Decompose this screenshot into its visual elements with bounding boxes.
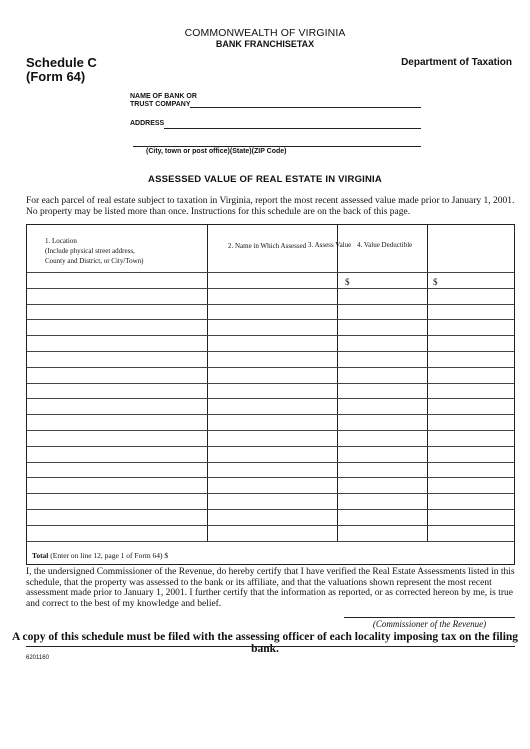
section-title: ASSESSED VALUE OF REAL ESTATE IN VIRGINIA [148,174,382,185]
column-header-name-assessed: 2. Name in Which Assessed [228,242,307,250]
intro-text: For each parcel of real estate subject to taxation in Virginia, report the most recent assessed value made prior to January 1, 2001. No property may be listed more than once. Instructions for this schedule are on the back of this page. [26,196,515,217]
table-row-line [27,319,514,320]
form-number-title: (Form 64) [26,69,86,84]
currency-sign: $ [433,277,438,287]
address-label: ADDRESS [130,120,165,127]
certification-text: I, the undersigned Commissioner of the Revenue, do hereby certify that I have verified the Real Estate Assessments listed in this schedule, that the property was assessed to the bank or its affiliate, and that the valuations shown represent the most recent assessment made prior to January 1, 2001. I further certify that the information as reported, or as corrected hereon by me, is true and correct to the best of my knowledge and belief. [26,567,515,609]
table-row-line [27,446,514,447]
column-header-value-deductible: 4. Value Deductible [357,241,413,249]
city-state-zip-caption: (City, town or post office)(State)(ZIP Code) [146,148,287,155]
signature-line[interactable] [344,617,515,618]
table-row-line [27,398,514,399]
department-label: Department of Taxation [401,57,512,68]
table-row-line [27,541,514,542]
table-row-line [27,335,514,336]
city-state-zip-field[interactable] [133,146,421,147]
real-estate-table [26,224,515,565]
address-field[interactable] [164,128,421,129]
divider [26,646,515,647]
table-row-line [27,525,514,526]
commonwealth-heading: COMMONWEALTH OF VIRGINIA [184,27,346,39]
column-header-location: 1. Location (Include physical street address, County and District, or City/Town) [45,237,144,265]
table-row-line [27,272,514,273]
column-header-assess-value: 3. Assess Value [308,241,352,249]
table-row-line [27,462,514,463]
table-row-line [27,477,514,478]
total-label: Total [32,551,49,560]
filing-notice: A copy of this schedule must be filed with the assessing officer of each locality imposing tax on the filing bank. [11,631,519,655]
table-row-line [27,367,514,368]
schedule-title: Schedule C [26,55,97,70]
total-note: (Enter on line 12, page 1 of Form 64) $ [50,551,169,560]
table-row-line [27,414,514,415]
table-row-line [27,288,514,289]
table-row-line [27,493,514,494]
currency-sign: $ [345,277,350,287]
bank-name-label: NAME OF BANK OR TRUST COMPANY [130,93,197,108]
table-row-line [27,383,514,384]
table-row-line [27,304,514,305]
table-row-line [27,351,514,352]
table-row-line [27,430,514,431]
tax-name-heading: BANK FRANCHISETAX [215,39,315,49]
form-code: 6201160 [26,655,49,661]
table-row-line [27,509,514,510]
bank-name-field[interactable] [190,107,421,108]
total-row [32,551,168,560]
signature-label: (Commissioner of the Revenue) [372,619,487,629]
